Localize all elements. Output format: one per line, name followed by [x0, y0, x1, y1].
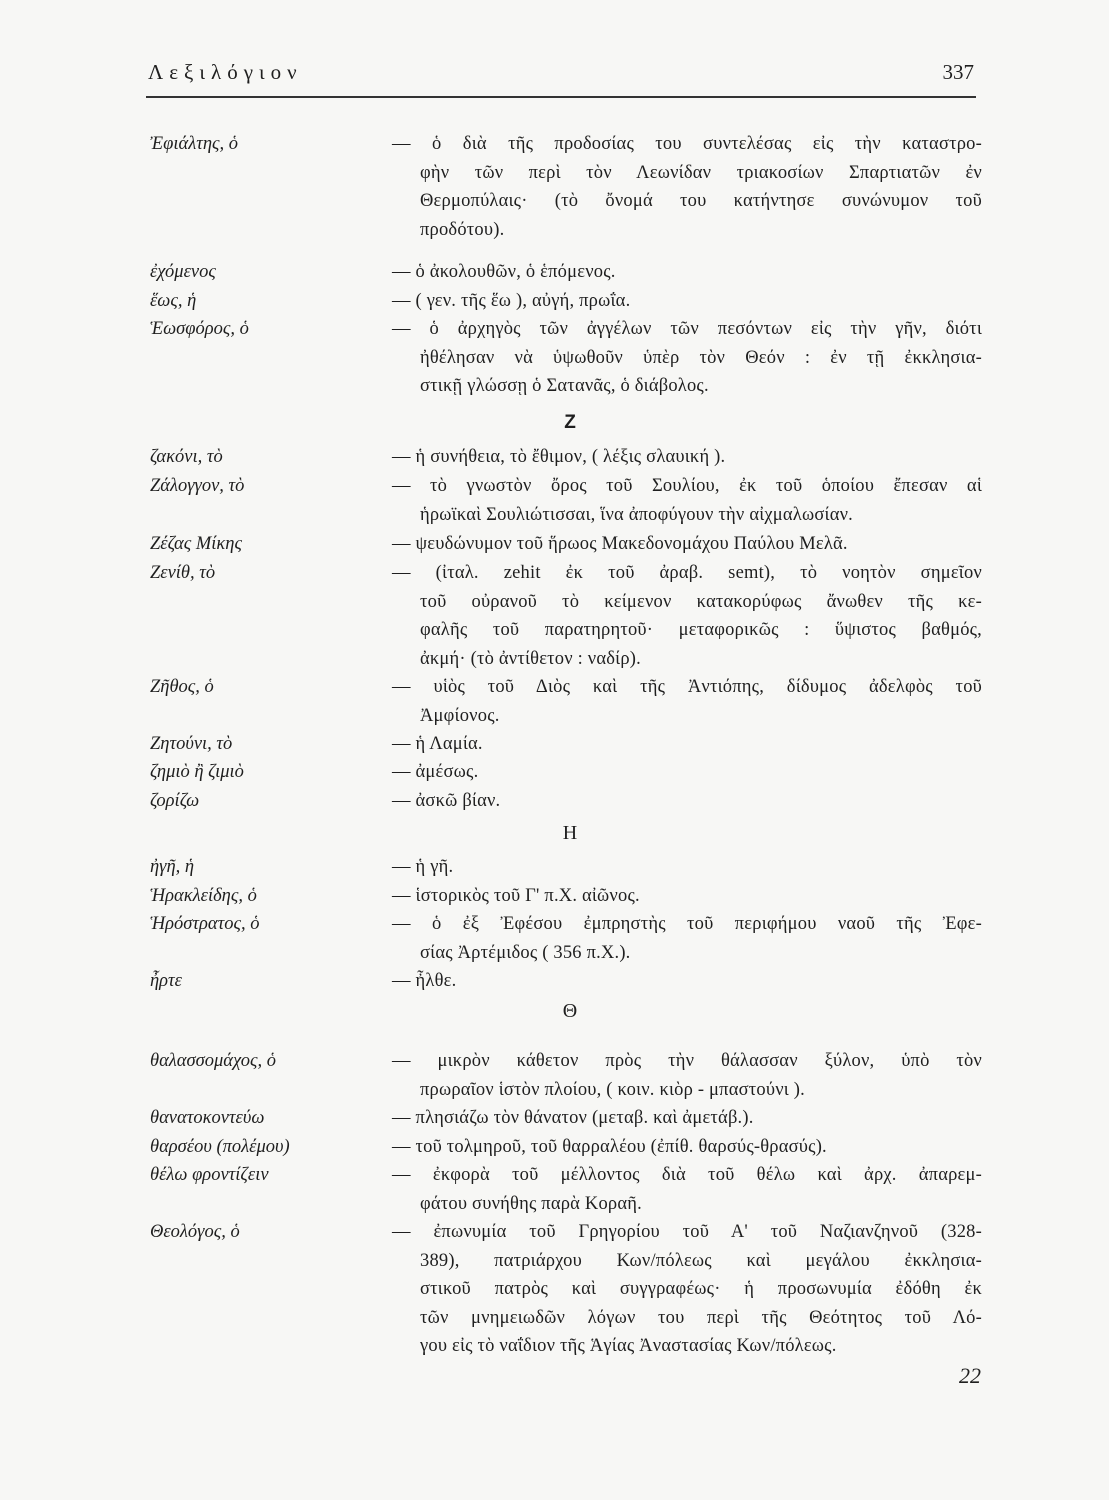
entry-headword: Ζενίθ, τὸ: [150, 563, 216, 583]
definition-line: — πλησιάζω τὸν θάνατον (μεταβ. καὶ ἀμετάβ.).: [392, 1108, 754, 1128]
definition-line: — (ἰταλ. zehit ἐκ τοῦ ἀραβ. semt), τὸ νοητὸν σημεῖον: [392, 563, 982, 583]
entry-definition: [392, 1218, 982, 1361]
entry-headword: Ζάλογγον, τὸ: [150, 476, 245, 496]
header-rule: [146, 96, 976, 98]
entry-definition: [392, 472, 982, 529]
entry-headword: θαρσέου (πολέμου): [150, 1137, 290, 1157]
definition-line: στικοῦ πατρὸς καὶ συγγραφέως· ἡ προσωνυμία ἐδόθη ἐκ: [420, 1279, 982, 1299]
entry-headword: θαλασσομάχος, ὁ: [150, 1051, 277, 1071]
definition-line: — ὁ ἐξ Ἐφέσου ἐμπρηστὴς τοῦ περιφήμου ναοῦ τῆς Ἐφε-: [392, 914, 982, 934]
entry-headword: θανατοκοντεύω: [150, 1108, 265, 1128]
entry-definition: [392, 1104, 982, 1133]
definition-line: — ἱστορικὸς τοῦ Γ' π.Χ. αἰῶνος.: [392, 886, 640, 906]
entry-definition: [392, 1161, 982, 1218]
definition-line: — ἦλθε.: [392, 971, 457, 991]
entry-headword: θέλω φροντίζειν: [150, 1165, 269, 1185]
definition-line: — τὸ γνωστὸν ὄρος τοῦ Σουλίου, ἐκ τοῦ ὁποίου ἔπεσαν αἱ: [392, 476, 982, 496]
entry-headword: Ζέζας Μίκης: [150, 534, 242, 554]
entry-headword: ζακόνι, τὸ: [150, 447, 223, 467]
definition-line: φαλῆς τοῦ παρατηρητοῦ· μεταφορικῶς : ὕψιστος βαθμός,: [420, 620, 982, 640]
entry-definition: [392, 758, 982, 787]
definition-line: ἡρωϊκαὶ Σουλιώτισσαι, ἵνα ἀποφύγουν τὴν αἰχμαλωσίαν.: [420, 504, 853, 525]
definition-line: — ( γεν. τῆς ἕω ), αὐγή, πρωΐα.: [392, 291, 631, 311]
entry-definition: [392, 530, 982, 559]
definition-line: — μικρὸν κάθετον πρὸς τὴν θάλασσαν ξύλον, ὑπὸ τὸν: [392, 1051, 982, 1071]
definition-line: — ἀμέσως.: [392, 762, 479, 782]
entry-definition: [392, 559, 982, 673]
entry-definition: [392, 130, 982, 244]
entry-definition: [392, 787, 982, 816]
definition-line: — ψευδώνυμον τοῦ ἥρωος Μακεδονομάχου Παύλου Μελᾶ.: [392, 534, 848, 554]
definition-line: προδότου).: [420, 219, 505, 240]
entry-definition: [392, 730, 982, 759]
definition-line: — ἡ γῆ.: [392, 857, 454, 877]
entry-headword: ζορίζω: [150, 791, 200, 811]
definition-line: ἠθέλησαν νὰ ὑψωθοῦν ὑπὲρ τὸν Θεόν : ἐν τῇ ἐκκλησια-: [420, 347, 982, 368]
section-letter: Ζ: [564, 412, 576, 433]
definition-line: τοῦ οὐρανοῦ τὸ κείμενον κατακορύφως ἄνωθεν τῆς κε-: [420, 591, 982, 612]
definition-line: — υἱὸς τοῦ Διὸς καὶ τῆς Ἀντιόπης, δίδυμος ἀδελφὸς τοῦ: [392, 677, 982, 697]
definition-line: — ὁ ἀκολουθῶν, ὁ ἑπόμενος.: [392, 262, 616, 282]
definition-line: Ἀμφίονος.: [420, 705, 500, 726]
entry-definition: [392, 258, 982, 287]
entry-definition: [392, 443, 982, 472]
definition-line: — ὁ ἀρχηγὸς τῶν ἀγγέλων τῶν πεσόντων εἰς τὴν γῆν, διότι: [392, 319, 982, 339]
entry-headword: Ζῆθος, ὁ: [150, 677, 214, 697]
printer-signature: 22: [959, 1363, 981, 1388]
definition-line: φάτου συνήθης παρὰ Κοραῆ.: [420, 1193, 642, 1214]
entry-headword: Ζητούνι, τὸ: [150, 734, 233, 754]
entry-headword: Ἐφιάλτης, ὁ: [150, 134, 239, 154]
entry-headword: ἦρτε: [150, 971, 182, 991]
entry-definition: [392, 882, 982, 911]
entry-definition: [392, 967, 982, 996]
page-number: 337: [942, 60, 974, 84]
definition-line: — ἡ συνήθεια, τὸ ἔθιμον, ( λέξις σλαυική ).: [392, 447, 726, 467]
definition-line: — ἀσκῶ βίαν.: [392, 791, 501, 811]
entry-headword: Θεολόγος, ὁ: [150, 1222, 240, 1242]
definition-line: γου εἰς τὸ ναΐδιον τῆς Ἁγίας Ἀναστασίας Κων/πόλεως.: [420, 1336, 837, 1356]
entry-headword: ἕως, ἡ: [150, 291, 197, 311]
section-letter: Θ: [562, 1000, 578, 1022]
definition-line: — ἐπωνυμία τοῦ Γρηγορίου τοῦ Α' τοῦ Ναζιανζηνοῦ (328-: [392, 1222, 982, 1242]
entry-definition: [392, 673, 982, 730]
entry-headword: ἐχόμενος: [150, 262, 216, 282]
entry-headword: ἠγῆ, ἡ: [150, 857, 195, 877]
definition-line: τῶν μνημειωδῶν λόγων του περὶ τῆς Θεότητος τοῦ Λό-: [420, 1307, 982, 1328]
definition-line: — ἡ Λαμία.: [392, 734, 483, 754]
running-title: Λεξιλόγιον: [148, 60, 303, 84]
entry-headword: Ἡρακλείδης, ὁ: [150, 886, 257, 906]
definition-line: στικῇ γλώσσῃ ὁ Σατανᾶς, ὁ διάβολος.: [420, 376, 709, 396]
entry-definition: [392, 1047, 982, 1104]
entry-headword: Ἑωσφόρος, ὁ: [150, 319, 249, 339]
definition-line: 389), πατριάρχου Κων/πόλεως καὶ μεγάλου ἐκκλησια-: [420, 1250, 982, 1271]
section-letter: Η: [562, 822, 578, 844]
definition-line: σίας Ἀρτέμιδος ( 356 π.Χ.).: [420, 942, 631, 963]
entry-headword: Ἡρόστρατος, ὁ: [150, 914, 260, 934]
definition-line: — ὁ διὰ τῆς προδοσίας του συντελέσας εἰς τὴν καταστρο-: [392, 134, 982, 154]
definition-line: — ἐκφορὰ τοῦ μέλλοντος διὰ τοῦ θέλω καὶ ἀρχ. ἀπαρεμ-: [392, 1165, 982, 1185]
entry-definition: [392, 287, 982, 316]
entry-definition: [392, 910, 982, 967]
entry-definition: [392, 315, 982, 401]
entry-definition: [392, 1133, 982, 1162]
definition-line: — τοῦ τολμηροῦ, τοῦ θαρραλέου (ἐπίθ. θαρσύς-θρασύς).: [392, 1137, 827, 1157]
definition-line: Θερμοπύλαις· (τὸ ὄνομά του κατήντησε συνώνυμον τοῦ: [420, 191, 982, 211]
definition-line: ἀκμή· (τὸ ἀντίθετον : ναδίρ).: [420, 648, 641, 669]
entry-headword: ζημιὸ ἢ ζιμιὸ: [150, 762, 244, 782]
definition-line: φὴν τῶν περὶ τὸν Λεωνίδαν τριακοσίων Σπαρτιατῶν ἐν: [420, 162, 982, 183]
entry-definition: [392, 853, 982, 882]
definition-line: πρωραῖον ἱστὸν πλοίου, ( κοιν. κιὸρ - μπαστούνι ).: [420, 1079, 805, 1100]
